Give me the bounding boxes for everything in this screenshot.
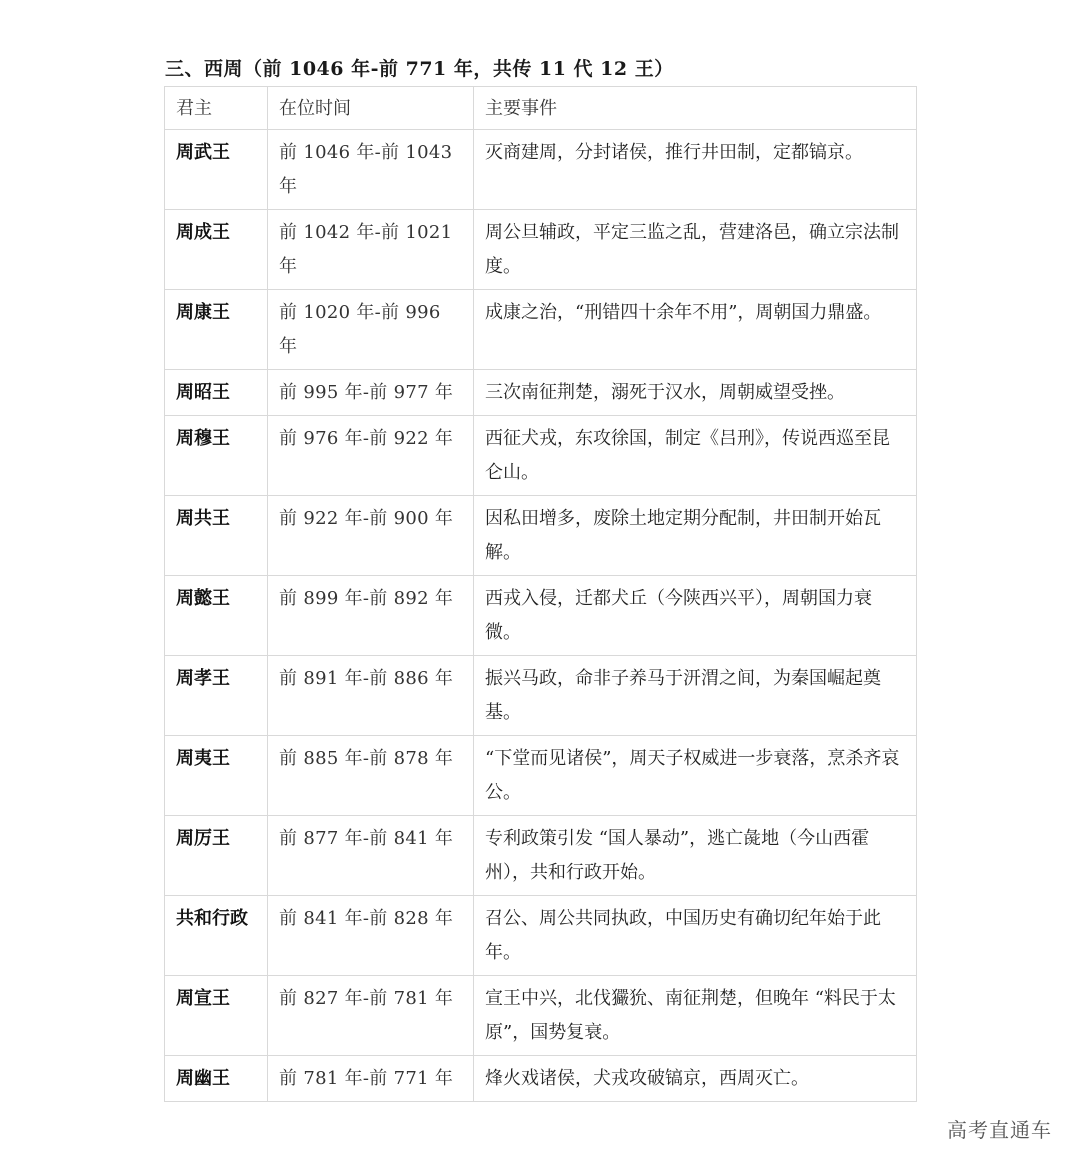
ruler-cell: 周康王 [165, 290, 268, 370]
events-cell: 烽火戏诸侯，犬戎攻破镐京，西周灭亡。 [474, 1056, 917, 1102]
events-cell: 振兴马政，命非子养马于汧渭之间，为秦国崛起奠基。 [474, 656, 917, 736]
ruler-cell: 共和行政 [165, 896, 268, 976]
reign-cell: 前 877 年-前 841 年 [268, 816, 474, 896]
reign-cell: 前 922 年-前 900 年 [268, 496, 474, 576]
events-cell: 周公旦辅政，平定三监之乱，营建洛邑，确立宗法制度。 [474, 210, 917, 290]
table-row [165, 656, 917, 736]
events-cell: 召公、周公共同执政，中国历史有确切纪年始于此年。 [474, 896, 917, 976]
table-header-row [165, 87, 917, 130]
events-cell: 宣王中兴，北伐玁狁、南征荆楚，但晚年 “料民于太原”，国势复衰。 [474, 976, 917, 1056]
events-cell: 西戎入侵，迁都犬丘（今陕西兴平），周朝国力衰微。 [474, 576, 917, 656]
reign-cell: 前 827 年-前 781 年 [268, 976, 474, 1056]
table-row [165, 130, 917, 210]
events-cell: 成康之治，“刑错四十余年不用”，周朝国力鼎盛。 [474, 290, 917, 370]
ruler-cell: 周宣王 [165, 976, 268, 1056]
reign-cell: 前 891 年-前 886 年 [268, 656, 474, 736]
reign-cell: 前 1042 年-前 1021 年 [268, 210, 474, 290]
reign-cell: 前 1020 年-前 996 年 [268, 290, 474, 370]
events-cell: 三次南征荆楚，溺死于汉水，周朝威望受挫。 [474, 370, 917, 416]
reign-cell: 前 899 年-前 892 年 [268, 576, 474, 656]
source-watermark: 高考直通车 [947, 1118, 1052, 1142]
western-zhou-rulers-table [164, 86, 917, 1102]
ruler-cell: 周昭王 [165, 370, 268, 416]
events-cell: 西征犬戎，东攻徐国，制定《吕刑》，传说西巡至昆仑山。 [474, 416, 917, 496]
table-row [165, 976, 917, 1056]
header-ruler: 君主 [165, 87, 268, 130]
table-row [165, 736, 917, 816]
ruler-cell: 周夷王 [165, 736, 268, 816]
table-row [165, 576, 917, 656]
table-row [165, 416, 917, 496]
reign-cell: 前 1046 年-前 1043 年 [268, 130, 474, 210]
reign-cell: 前 781 年-前 771 年 [268, 1056, 474, 1102]
table-row [165, 290, 917, 370]
ruler-cell: 周懿王 [165, 576, 268, 656]
ruler-cell: 周幽王 [165, 1056, 268, 1102]
header-events: 主要事件 [474, 87, 917, 130]
events-cell: 因私田增多，废除土地定期分配制，井田制开始瓦解。 [474, 496, 917, 576]
ruler-cell: 周穆王 [165, 416, 268, 496]
ruler-cell: 周厉王 [165, 816, 268, 896]
reign-cell: 前 885 年-前 878 年 [268, 736, 474, 816]
table-row [165, 496, 917, 576]
table-row [165, 816, 917, 896]
events-cell: 灭商建周，分封诸侯，推行井田制，定都镐京。 [474, 130, 917, 210]
section-title: 三、西周（前 1046 年-前 771 年，共传 11 代 12 王） [165, 58, 674, 80]
ruler-cell: 周武王 [165, 130, 268, 210]
table-row [165, 370, 917, 416]
table-row [165, 1056, 917, 1102]
reign-cell: 前 976 年-前 922 年 [268, 416, 474, 496]
events-cell: 专利政策引发 “国人暴动”，逃亡彘地（今山西霍州），共和行政开始。 [474, 816, 917, 896]
header-reign: 在位时间 [268, 87, 474, 130]
table-row [165, 210, 917, 290]
ruler-cell: 周成王 [165, 210, 268, 290]
reign-cell: 前 995 年-前 977 年 [268, 370, 474, 416]
ruler-cell: 周孝王 [165, 656, 268, 736]
table-row [165, 896, 917, 976]
events-cell: “下堂而见诸侯”，周天子权威进一步衰落，烹杀齐哀公。 [474, 736, 917, 816]
reign-cell: 前 841 年-前 828 年 [268, 896, 474, 976]
ruler-cell: 周共王 [165, 496, 268, 576]
